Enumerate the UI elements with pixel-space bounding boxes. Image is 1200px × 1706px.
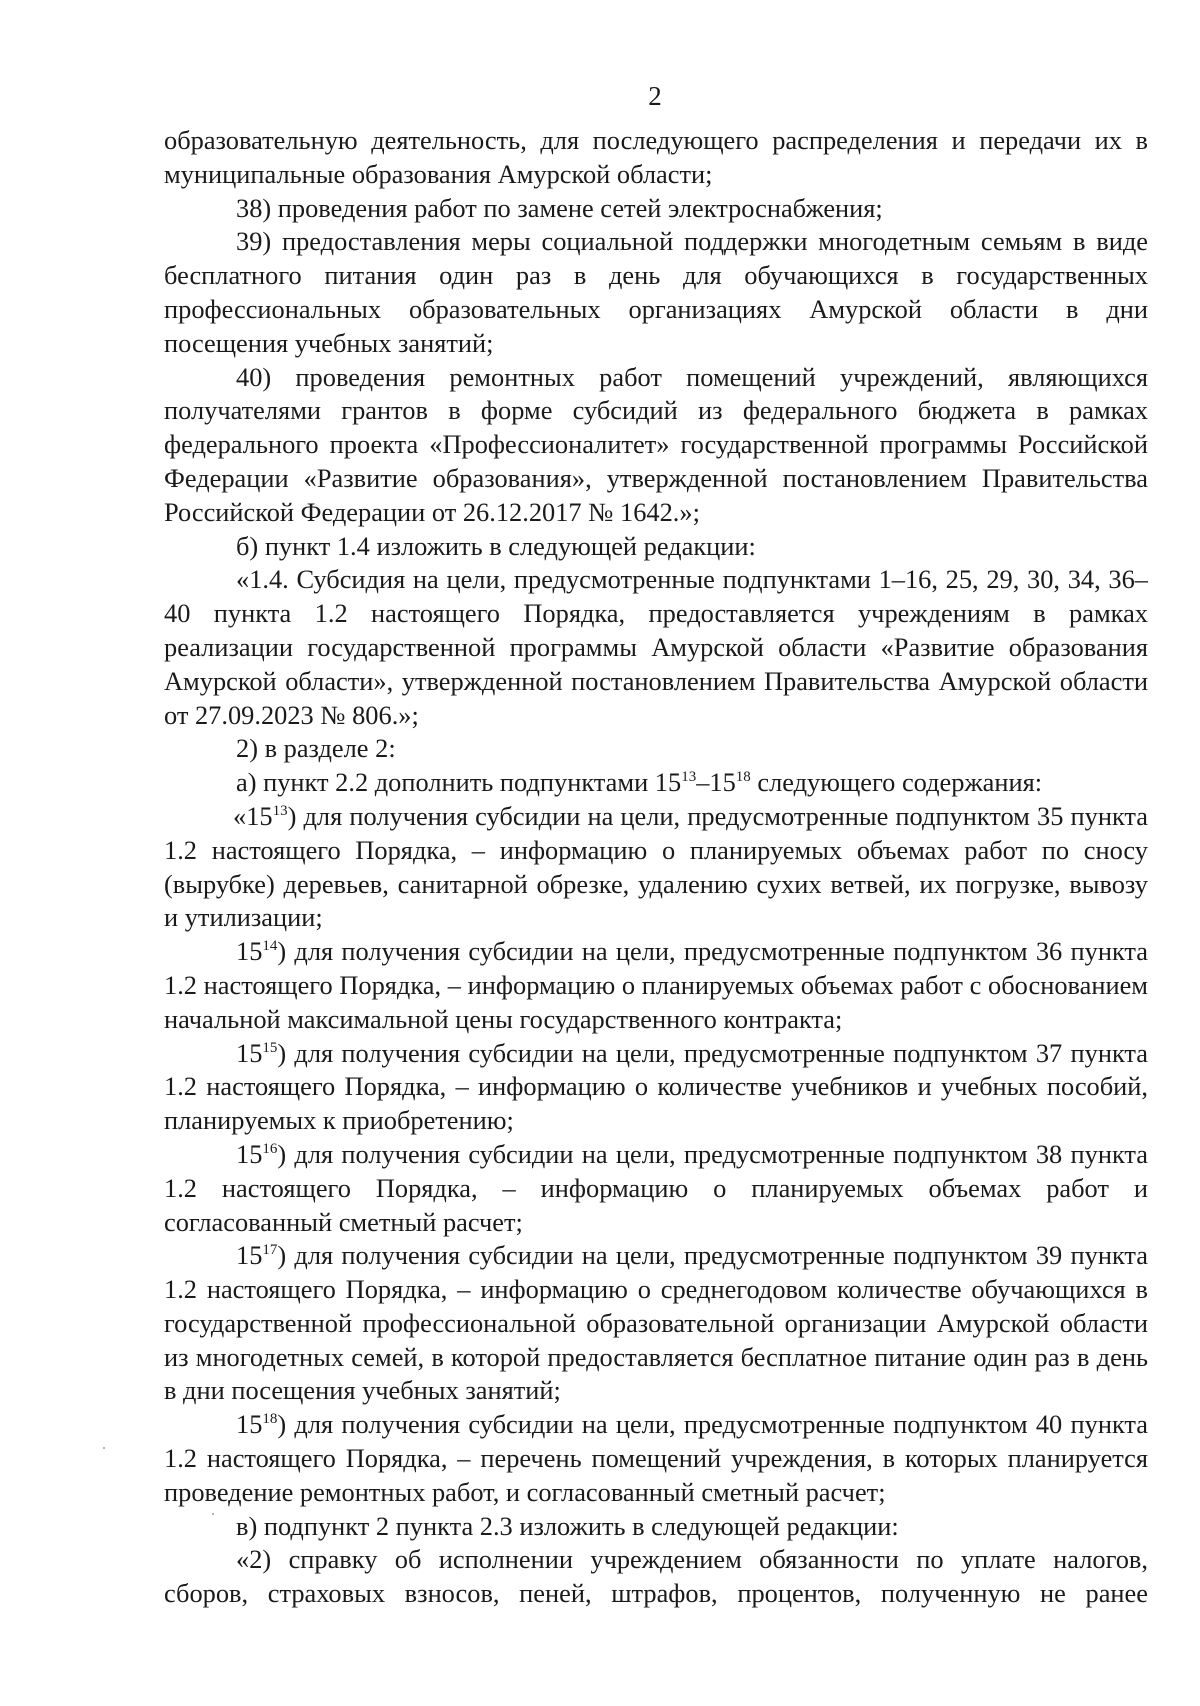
- scan-speck: [212, 1513, 214, 1515]
- paragraph-section-2: 2) в разделе 2:: [236, 733, 396, 764]
- text-fragment: 15: [236, 1037, 263, 1068]
- superscript: 18: [262, 1411, 278, 1428]
- paragraph-subitem-15-15: [164, 1037, 1148, 1138]
- text-fragment: –15: [696, 767, 736, 798]
- text-fragment: ) для получения субсидии на цели, предусмотренные подпунктом 35 пункта 1.2 настоящего Порядка, – информацию о планируемых объемах работ по сносу (вырубке) деревьев, санитарной обрезке, удалению сухих ветвей, их погрузке, вывозу и утилизации;: [164, 800, 1148, 933]
- text-fragment: 15: [236, 1138, 263, 1169]
- page-number: 2: [648, 81, 662, 111]
- superscript: 17: [262, 1242, 278, 1259]
- paragraph-subitem-15-13: [164, 800, 1148, 935]
- paragraph-item-38: 38) проведения работ по замене сетей электроснабжения;: [236, 192, 883, 223]
- paragraph-amendment-b: б) пункт 1.4 изложить в следующей редакции:: [236, 530, 756, 561]
- text-fragment: 15: [236, 1409, 263, 1440]
- superscript: 18: [735, 769, 751, 786]
- text-fragment: ) для получения субсидии на цели, предусмотренные подпунктом 36 пункта 1.2 настоящего Порядка, – информацию о планируемых объемах работ с обоснованием начальной максимальной цены государственного контракта;: [164, 936, 1148, 1034]
- paragraph-subitem-15-16: [164, 1138, 1148, 1239]
- superscript: 13: [681, 769, 697, 786]
- paragraph-subitem-15-17: [164, 1239, 1148, 1408]
- text-fragment: следующего содержания:: [750, 767, 1043, 798]
- text-fragment: «15: [233, 800, 273, 831]
- paragraph-amendment-a: [164, 766, 1148, 800]
- text-fragment: ) для получения субсидии на цели, предусмотренные подпунктом 39 пункта 1.2 настоящего Порядка, – информацию о среднегодовом количестве обучающихся в государственной профессиональной образовательной организации Амурской области из многодетных семей, в которой предоставляется бесплатное питание один раз в день в дни посещения учебных занятий;: [164, 1240, 1148, 1406]
- text-fragment: ) для получения субсидии на цели, предусмотренные подпунктом 40 пункта 1.2 настоящего Порядка, – перечень помещений учреждения, в которых планируется проведение ремонтных работ, и согласованный сметный расчет;: [164, 1409, 1148, 1507]
- document-body: [164, 124, 1148, 1611]
- paragraph-continuation: образовательную деятельность, для последующего распределения и передачи их в муниципальные образования Амурской области;: [164, 125, 1148, 189]
- paragraph-subitem-15-14: [164, 935, 1148, 1036]
- text-fragment: ) для получения субсидии на цели, предусмотренные подпунктом 37 пункта 1.2 настоящего Порядка, – информацию о количестве учебников и учебных пособий, планируемых к приобретению;: [164, 1037, 1148, 1136]
- paragraph-item-39: 39) предоставления меры социальной поддержки многодетным семьям в виде бесплатного питания один раз в день для обучающихся в государственных профессиональных образовательных организациях Амурской области в дни посещения учебных занятий;: [164, 226, 1148, 358]
- superscript: 13: [272, 802, 288, 819]
- paragraph-subitem-2: «2) справку об исполнении учреждением обязанности по уплате налогов, сборов, страховых взносов, пеней, штрафов, процентов, полученную не ранее: [164, 1544, 1148, 1609]
- superscript: 14: [262, 938, 278, 955]
- paragraph-amendment-v: в) подпункт 2 пункта 2.3 изложить в следующей редакции:: [236, 1510, 899, 1541]
- text-fragment: 15: [236, 936, 263, 967]
- text-fragment: а) пункт 2.2 дополнить подпунктами 15: [236, 767, 682, 798]
- paragraph-subitem-15-18: [164, 1408, 1148, 1509]
- paragraph-item-40: 40) проведения ремонтных работ помещений учреждений, являющихся получателями грантов в форме субсидий из федерального бюджета в рамках федерального проекта «Профессионалитет» государственной программы Российской Федерации «Развитие образования», утвержденной постановлением Правительства Российской Федерации от 26.12.2017 № 1642.»;: [164, 361, 1148, 527]
- text-fragment: ) для получения субсидии на цели, предусмотренные подпунктом 38 пункта 1.2 настоящего Порядка, – информацию о планируемых объемах работ и согласованный сметный расчет;: [164, 1138, 1148, 1237]
- scan-speck: [103, 1447, 105, 1449]
- text-fragment: 15: [236, 1240, 263, 1271]
- superscript: 16: [262, 1140, 278, 1157]
- superscript: 15: [262, 1039, 278, 1056]
- paragraph-clause-1-4: «1.4. Субсидия на цели, предусмотренные подпунктами 1–16, 25, 29, 30, 34, 36–40 пункта 1.2 настоящего Порядка, предоставляется учреждениям в рамках реализации государственной программы Амурской области «Развитие образования Амурской области», утвержденной постановлением Правительства Амурской области от 27.09.2023 № 806.»;: [164, 564, 1148, 730]
